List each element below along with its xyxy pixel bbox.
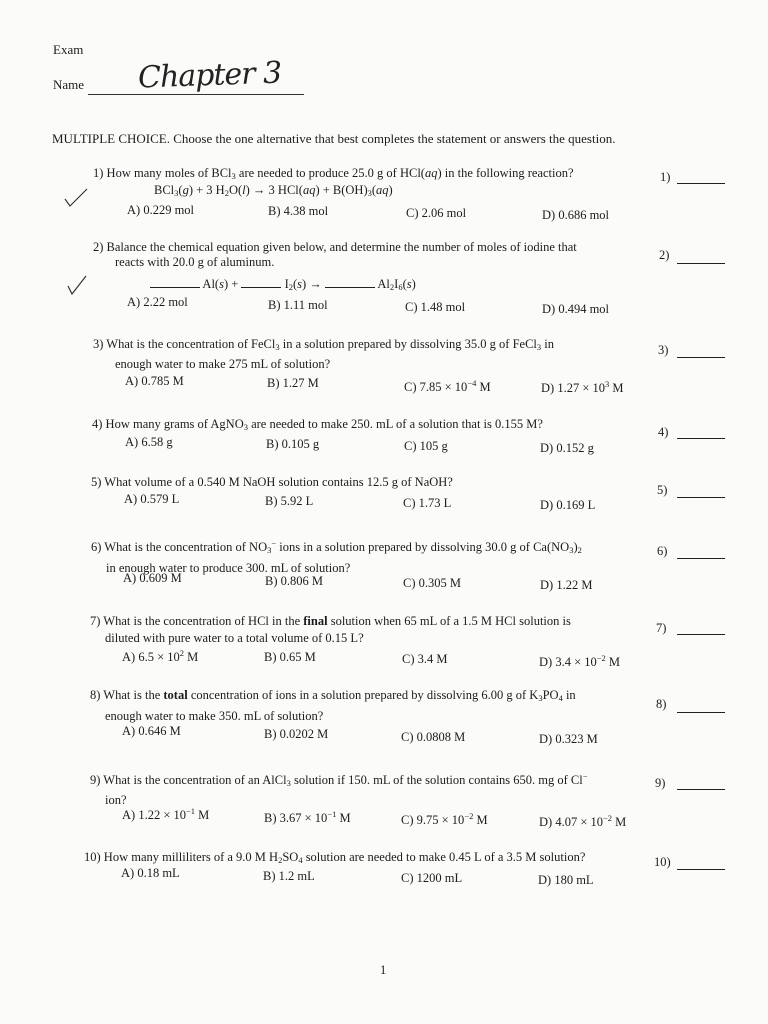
question-text-line2: diluted with pure water to a total volume of 0.15 L? — [105, 631, 364, 645]
choice-d[interactable]: D) 0.686 mol — [542, 208, 610, 222]
choice-d[interactable]: D) 1.22 M — [540, 578, 593, 592]
choice-b[interactable]: B) 0.65 M — [264, 650, 316, 664]
answer-number: 3) — [658, 343, 669, 357]
choice-c[interactable]: C) 1.48 mol — [405, 300, 466, 314]
question-8 — [90, 688, 576, 724]
choice-a[interactable]: A) 0.646 M — [122, 724, 181, 738]
choice-a[interactable]: A) 0.18 mL — [121, 866, 180, 880]
choice-b[interactable]: B) 4.38 mol — [268, 204, 329, 218]
instructions: MULTIPLE CHOICE. Choose the one alternative that best completes the statement or answers the question. — [52, 131, 616, 146]
answer-blank[interactable] — [677, 558, 725, 559]
choice-b[interactable]: B) 1.2 mL — [263, 869, 315, 883]
choice-c[interactable]: C) 0.305 M — [403, 576, 461, 590]
choice-b[interactable]: B) 1.27 M — [267, 376, 319, 390]
choice-d[interactable]: D) 0.152 g — [540, 441, 594, 455]
choice-d[interactable]: D) 0.494 mol — [542, 302, 610, 316]
choice-d[interactable]: D) $3.4 \times 10^{-2}$ M — [539, 653, 621, 669]
choice-b[interactable]: B) 0.0202 M — [264, 727, 329, 741]
question-text-line2: ion? — [105, 793, 127, 807]
answer-number: 6) — [657, 544, 668, 558]
choice-d[interactable]: D) 180 mL — [538, 873, 594, 887]
choice-a[interactable]: A) 0.229 mol — [127, 203, 195, 217]
question-text: 5) What volume of a 0.540 M NaOH solution contains 12.5 g of NaOH? — [91, 475, 453, 489]
name-line — [88, 94, 304, 95]
choice-c[interactable]: C) $7.85 \times 10^{-4}$ M — [404, 378, 491, 394]
answer-blank[interactable] — [677, 263, 725, 264]
answer-blank[interactable] — [677, 438, 725, 439]
question-text: 2) Balance the chemical equation given below, and determine the number of moles of iodine that — [93, 240, 577, 254]
question-text-line2: reacts with 20.0 g of aluminum. — [115, 255, 275, 269]
question-2 — [93, 240, 577, 270]
checkmark-icon — [66, 274, 92, 296]
question-text: 3) What is the concentration of FeCl$_3$ in a solution prepared by dissolving 35.0 g of FeCl$_3$ in — [93, 337, 555, 352]
question-text: 4) How many grams of AgNO$_3$ are needed to make 250. mL of a solution that is 0.155 M? — [92, 417, 543, 432]
question-9 — [90, 769, 588, 808]
choice-c[interactable]: C) 1200 mL — [401, 871, 463, 885]
choice-c[interactable]: C) $9.75 \times 10^{-2}$ M — [401, 811, 488, 827]
answer-number: 2) — [659, 248, 670, 262]
answer-number: 7) — [656, 621, 667, 635]
question-5 — [91, 475, 453, 490]
choice-c[interactable]: C) 1.73 L — [403, 496, 452, 510]
choice-b[interactable]: B) $3.67 \times 10^{-1}$ M — [264, 809, 351, 825]
question-text: 9) What is the concentration of an AlCl$_3$ solution if 150. mL of the solution contains 650. mg of Cl− — [90, 771, 588, 788]
question-text: 1) How many moles of BCl$_3$ are needed to produce 25.0 g of HCl(aq) in the following reaction? — [93, 166, 574, 181]
question-text-line2: in enough water to produce 300. mL of solution? — [106, 561, 351, 575]
handwritten-name[interactable]: Chapter 3 — [137, 55, 282, 96]
answer-blank[interactable] — [677, 634, 725, 635]
choice-c[interactable]: C) 105 g — [404, 439, 448, 453]
answer-number: 8) — [656, 697, 667, 711]
question-3 — [93, 337, 554, 372]
answer-number: 10) — [654, 855, 671, 869]
answer-blank[interactable] — [677, 712, 725, 713]
choice-c[interactable]: C) 0.0808 M — [401, 730, 466, 744]
answer-number: 1) — [660, 170, 671, 184]
choice-a[interactable]: A) 6.58 g — [125, 435, 173, 449]
question-equation: $Al(s) + I_2(s) \to Al_2I_6(s)$ — [150, 277, 416, 292]
question-text: 10) How many milliliters of a 9.0 M $H_2SO_4$ solution are needed to make 0.45 L of a 3.5 M solution? — [84, 850, 586, 865]
name-label: Name — [53, 77, 85, 92]
answer-blank[interactable] — [677, 789, 725, 790]
question-text-line2: enough water to make 350. mL of solution? — [105, 709, 324, 723]
choice-c[interactable]: C) 2.06 mol — [406, 206, 467, 220]
answer-blank[interactable] — [677, 183, 725, 184]
choice-b[interactable]: B) 5.92 L — [265, 494, 314, 508]
choice-b[interactable]: B) 1.11 mol — [268, 298, 328, 312]
answer-blank[interactable] — [677, 497, 725, 498]
choice-d[interactable]: D) 0.169 L — [540, 498, 596, 512]
answer-number: 5) — [657, 483, 668, 497]
choice-a[interactable]: A) $6.5 \times 10^2$ M — [122, 648, 199, 664]
question-1 — [93, 166, 574, 184]
page-number: 1 — [380, 963, 387, 977]
answer-blank[interactable] — [677, 357, 725, 358]
question-6 — [91, 536, 582, 576]
question-equation: BCl$_3$(g) + 3 $H_2O(l) \to 3$ $HCl(aq) + B(OH)_3(aq)$ — [154, 183, 393, 198]
question-text: 8) What is the total concentration of ions in a solution prepared by dissolving 6.00 g of $K_3PO_4$ in — [90, 688, 576, 703]
choice-a[interactable]: A) 0.609 M — [123, 571, 182, 585]
choice-a[interactable]: A) 0.579 L — [124, 492, 180, 506]
choice-d[interactable]: D) $4.07 \times 10^{-2}$ M — [539, 813, 627, 829]
checkmark-icon — [63, 187, 89, 209]
choice-a[interactable]: A) 0.785 M — [125, 374, 184, 388]
choice-d[interactable]: D) $1.27 \times 10^3$ M — [541, 379, 624, 395]
question-text-line2: enough water to make 275 mL of solution? — [115, 357, 331, 371]
answer-number: 9) — [655, 776, 666, 790]
question-4 — [92, 417, 543, 435]
answer-blank[interactable] — [677, 869, 725, 870]
choice-a[interactable]: A) 2.22 mol — [127, 295, 188, 309]
choice-b[interactable]: B) 0.806 M — [265, 574, 323, 588]
exam-label: Exam — [53, 42, 84, 57]
question-7 — [90, 614, 571, 646]
question-text: 6) What is the concentration of $NO_3^-$ ions in a solution prepared by dissolving 30.0 g of $Ca(NO_3)_2$ — [91, 538, 582, 555]
choice-b[interactable]: B) 0.105 g — [266, 437, 320, 451]
choice-d[interactable]: D) 0.323 M — [539, 732, 598, 746]
choice-c[interactable]: C) 3.4 M — [402, 652, 448, 666]
question-text: 7) What is the concentration of HCl in the final solution when 65 mL of a 1.5 M HCl solution is — [90, 614, 571, 628]
choice-a[interactable]: A) $1.22 \times 10^{-1}$ M — [122, 806, 210, 822]
answer-number: 4) — [658, 425, 669, 439]
